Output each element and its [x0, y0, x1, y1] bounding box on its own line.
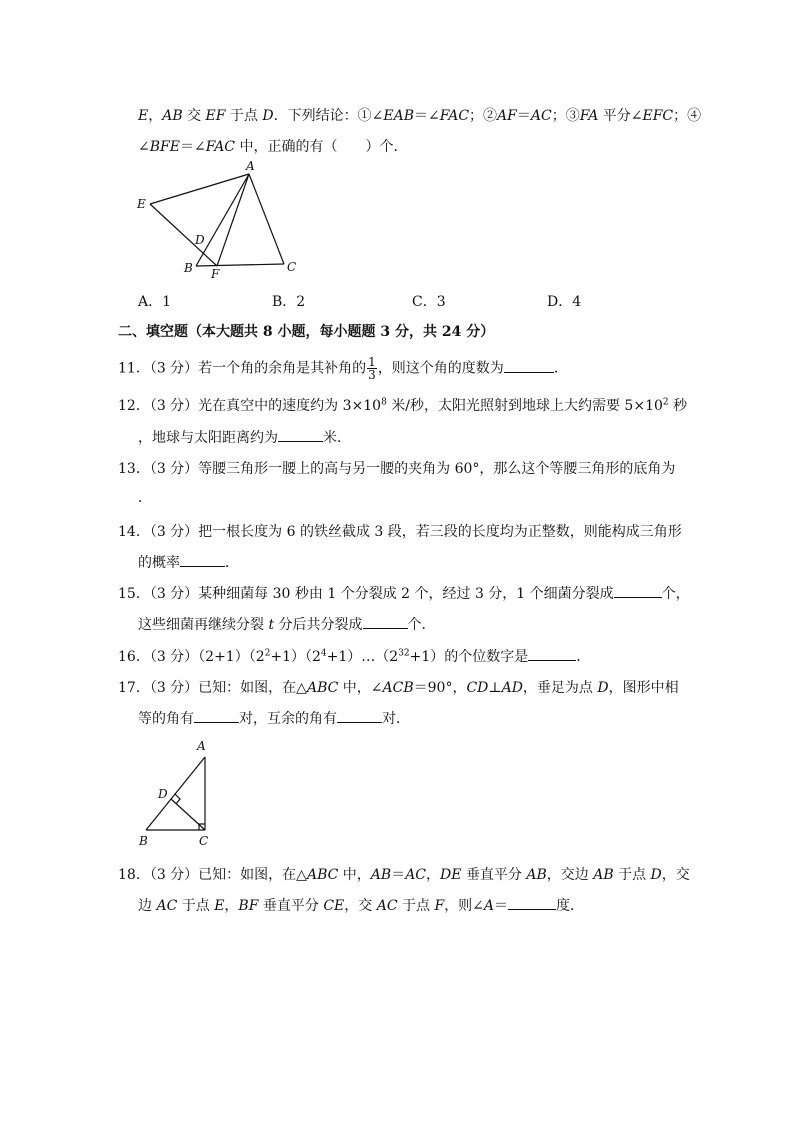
q10-option-b: B．2 — [272, 294, 306, 310]
answer-blank[interactable] — [363, 616, 408, 629]
text: 12．（3 分）光在真空中的速度约为 3×10 — [118, 398, 382, 414]
q12-line-2 — [138, 427, 351, 447]
q10-option-c: C．3 — [412, 294, 446, 310]
q17-line-2 — [138, 708, 410, 728]
q12-line-1 — [118, 395, 687, 415]
label-A: A — [197, 739, 206, 753]
label-B: B — [139, 834, 148, 848]
text: AD — [501, 680, 523, 696]
text: ，图形中相 — [608, 680, 679, 696]
text: CE — [323, 898, 345, 914]
q13-line-2: ． — [138, 490, 152, 506]
q18-line-2 — [138, 895, 584, 915]
text: 交 — [182, 108, 206, 124]
text: ABC — [306, 680, 339, 696]
text: AC — [530, 108, 552, 124]
label-C: C — [287, 260, 297, 274]
q15-line-2 — [138, 614, 436, 634]
text: 中， — [338, 867, 371, 883]
text: 于点 — [613, 867, 651, 883]
text: 17．（3 分）已知：如图，在△ — [118, 680, 307, 696]
q15-line-1 — [118, 583, 690, 603]
frac-den: 3 — [368, 368, 376, 382]
text: 米/秒，太阳光照射到地球上大约需要 5×10 — [386, 398, 663, 414]
q18-line-1 — [118, 864, 690, 884]
text: 11．（3 分）若一个角的余角是其补角的 — [118, 360, 367, 377]
text: AC — [405, 867, 427, 883]
text: ．下列结论：①∠ — [273, 108, 384, 124]
text: AB — [370, 867, 392, 883]
text: 度． — [556, 898, 585, 914]
text: 于点 — [177, 898, 215, 914]
text: F — [434, 898, 445, 914]
text: ，垂足为点 — [522, 680, 598, 696]
text: DE — [440, 867, 462, 883]
text: AC — [376, 898, 398, 914]
answer-blank[interactable] — [614, 585, 662, 598]
label-E: E — [137, 197, 146, 211]
answer-blank[interactable] — [180, 554, 225, 567]
text: ＝∠ — [413, 108, 440, 124]
exponent: 2 — [264, 648, 271, 659]
text: ，地球与太阳距离约为 — [138, 430, 278, 446]
fraction — [367, 356, 377, 381]
segment-AB — [146, 757, 205, 830]
text: ∠ — [138, 139, 150, 155]
text: 分后共分裂成 — [274, 617, 363, 633]
answer-blank[interactable] — [508, 897, 556, 910]
text: ABC — [306, 867, 339, 883]
q13-line-1: 13．（3 分）等腰三角形一腰上的高与另一腰的夹角为 60°，那么这个等腰三角形的底角为 — [118, 461, 676, 477]
text: ＝90°， — [413, 680, 467, 696]
text: 于点 — [225, 108, 263, 124]
text: ＝ — [494, 898, 509, 914]
text: 于点 — [397, 898, 435, 914]
text: 个， — [661, 586, 690, 602]
text: 秒 — [668, 398, 688, 414]
text: ， — [426, 867, 441, 883]
label-C: C — [199, 834, 209, 848]
text: 边 — [138, 898, 157, 914]
exponent: 8 — [381, 397, 387, 408]
text: +1）…（2 — [326, 649, 399, 665]
label-B: B — [184, 261, 193, 275]
text: CD — [466, 680, 489, 696]
text: AB — [526, 867, 547, 883]
label-A: A — [246, 159, 255, 173]
q14-line-2 — [138, 552, 239, 572]
q17-line-1 — [118, 677, 679, 697]
q10-figure — [130, 158, 310, 283]
text: ＝ — [391, 867, 406, 883]
text: ，则∠ — [444, 898, 484, 914]
text: BF — [238, 898, 259, 914]
text: ⊥ — [488, 680, 502, 696]
segment-AF — [217, 174, 249, 266]
answer-blank[interactable] — [278, 429, 323, 442]
text: ；② — [469, 108, 498, 124]
text: ＝∠ — [179, 139, 206, 155]
q10-line-1 — [138, 105, 701, 125]
segment-BC — [196, 264, 284, 266]
q10-figure-lines — [150, 174, 284, 266]
variable: t — [268, 617, 275, 633]
text: AB — [162, 108, 183, 124]
text: 等的角有 — [138, 711, 194, 727]
text: 平分∠ — [598, 108, 643, 124]
answer-blank[interactable] — [528, 648, 576, 661]
text: A — [483, 898, 495, 914]
text: E — [138, 108, 149, 124]
text: 15．（3 分）某种细菌每 30 秒由 1 个分裂成 2 个，经过 3 分，1 个细菌分裂成 — [118, 586, 614, 602]
text: 个． — [407, 617, 436, 633]
frac-num: 1 — [368, 355, 376, 369]
text: EF — [205, 108, 226, 124]
q11 — [118, 356, 568, 381]
text: 中，∠ — [338, 680, 383, 696]
q10-option-a: A．1 — [138, 294, 172, 310]
section-title: 二、填空题（本大题共 8 小题，每小题题 3 分，共 24 分） — [118, 324, 495, 340]
text: +1）的个位数字是 — [409, 649, 529, 665]
text: AB — [593, 867, 614, 883]
text: 16．（3 分）（2+1）（2 — [118, 649, 265, 665]
text: FAC — [439, 108, 470, 124]
text: +1）（2 — [270, 649, 321, 665]
text: ，交 — [661, 867, 690, 883]
text: ，交边 — [546, 867, 594, 883]
text: 对，互余的角有 — [239, 711, 337, 727]
q14-line-1: 14．（3 分）把一根长度为 6 的铁丝截成 3 段，若三段的长度均为正整数，则能构成三角形 — [118, 524, 682, 540]
text: AF — [497, 108, 517, 124]
text: 垂直平分 — [461, 867, 527, 883]
text: ，交 — [344, 898, 377, 914]
text: 垂直平分 — [258, 898, 324, 914]
text: D — [650, 867, 662, 883]
right-angle-mark-D — [175, 794, 180, 804]
text: ． — [576, 649, 591, 665]
text: 米． — [323, 430, 351, 446]
label-D: D — [195, 233, 205, 247]
text: FAC — [205, 139, 236, 155]
q10-option-d: D．4 — [547, 294, 582, 310]
text: 这些细菌再继续分裂 — [138, 617, 269, 633]
text: 18．（3 分）已知：如图，在△ — [118, 867, 307, 883]
answer-blank[interactable] — [194, 710, 239, 723]
text: 对． — [382, 711, 410, 727]
answer-blank[interactable] — [504, 360, 554, 373]
text: 中，正确的有（ ）个． — [235, 139, 408, 155]
text: D — [597, 680, 609, 696]
q16 — [118, 646, 590, 666]
q17-figure-lines — [146, 757, 205, 830]
text: ， — [148, 108, 163, 124]
label-F: F — [211, 267, 220, 281]
text: AC — [156, 898, 178, 914]
exponent: 4 — [320, 648, 327, 659]
segment-EF — [150, 204, 217, 266]
exponent: 32 — [398, 648, 410, 659]
text: BFE — [149, 139, 180, 155]
text: ACB — [382, 680, 414, 696]
text: EFC — [642, 108, 674, 124]
text: ；③ — [551, 108, 580, 124]
text: 的概率 — [138, 555, 180, 571]
label-D: D — [158, 787, 168, 801]
text: ． — [225, 555, 239, 571]
q10-line-2 — [138, 136, 407, 156]
text: ＝ — [516, 108, 531, 124]
text: ． — [553, 360, 568, 377]
text: EAB — [383, 108, 414, 124]
answer-blank[interactable] — [337, 710, 382, 723]
text: FA — [579, 108, 599, 124]
exponent: 2 — [662, 397, 669, 408]
text: D — [262, 108, 274, 124]
text: ， — [224, 898, 239, 914]
text: ，则这个角的度数为 — [377, 360, 504, 377]
text: E — [214, 898, 225, 914]
q17-figure — [130, 735, 230, 850]
text: ；④ — [673, 108, 702, 124]
segment-AC — [249, 174, 284, 264]
